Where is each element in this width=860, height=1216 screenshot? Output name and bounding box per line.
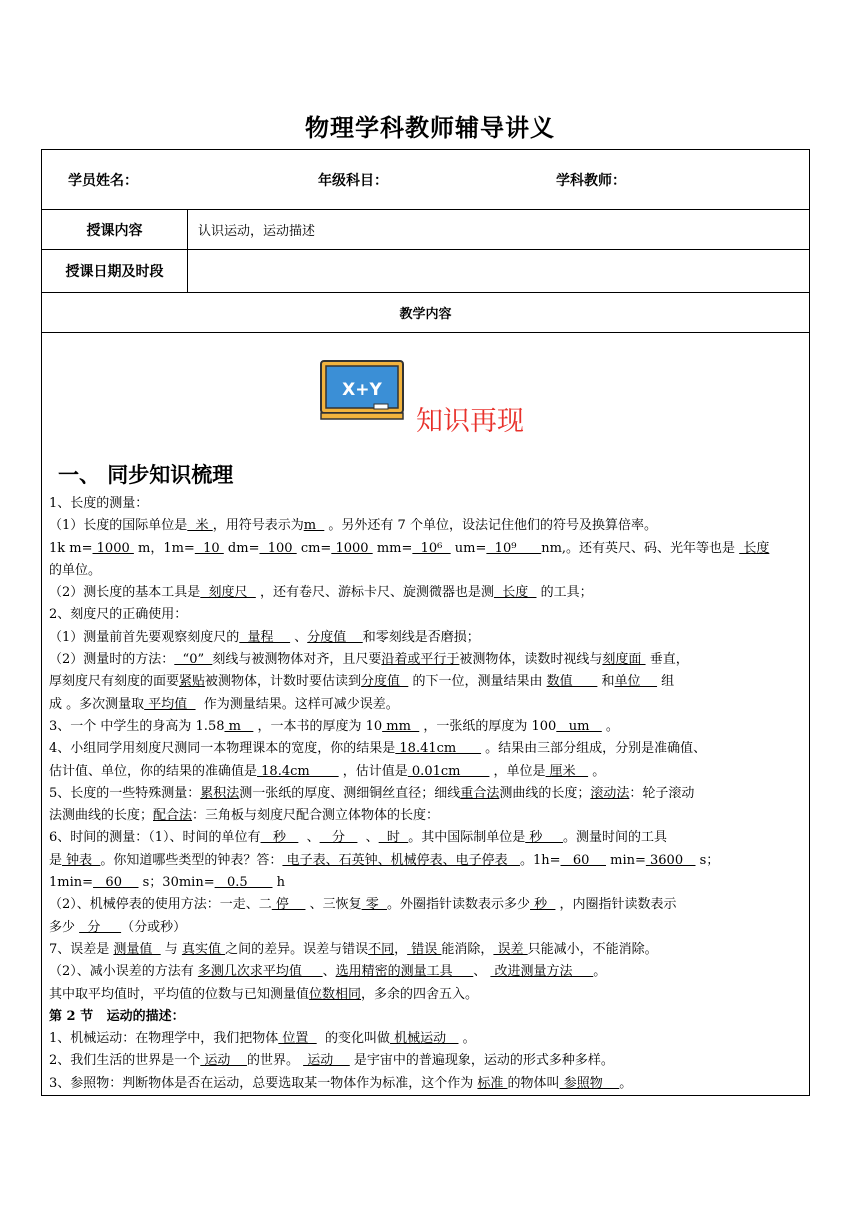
answer-blank: 停 (271, 897, 306, 913)
text-segment: 多少 (49, 919, 80, 935)
answer-blank: 分度值 (307, 629, 363, 645)
text-segment: ，单位是 (489, 763, 546, 779)
text-segment: mm= (372, 540, 413, 556)
text-segment: 3、一个 中学生的身高为 1.58 (49, 718, 225, 734)
answer-blank: 位置 (278, 1031, 317, 1047)
text-segment: ，估计值是 (338, 763, 408, 779)
text-segment: 、 (322, 964, 336, 980)
text-segment: 1k m= (49, 540, 93, 556)
text-segment: ，一张纸的厚度为 100 (419, 718, 557, 734)
student-info-row (42, 150, 810, 210)
knowledge-logo (42, 333, 809, 453)
answer-blank: 钟表 (62, 852, 101, 868)
text-line (49, 761, 803, 783)
text-line (49, 515, 803, 537)
answer-blank: 标准 (477, 1075, 508, 1091)
answer-blank: “0” (174, 652, 213, 668)
text-segment: 作为测量结果。这样可减少误差。 (195, 696, 399, 712)
text-segment: 、 (357, 830, 379, 846)
text-segment: 2、我们生活的世界是一个 (49, 1053, 201, 1069)
text-line (49, 560, 803, 582)
answer-blank: 长度 (493, 585, 537, 601)
text-segment: 的下一位，测量结果由 (408, 674, 547, 690)
text-line (49, 939, 803, 961)
text-segment: 和零刻线是否磨损； (362, 629, 480, 645)
text-segment: nm,。还有英尺、码、光年等也是 (541, 540, 740, 556)
text-line (49, 1073, 803, 1095)
text-segment: 刻线与被测物体对齐，且尺要 (212, 652, 382, 668)
text-segment: 厚刻度尺有刻度的面要 (49, 674, 180, 690)
text-segment: （2）测量时的方法： (49, 652, 175, 668)
answer-blank: 10⁶ (412, 540, 451, 556)
text-line (49, 716, 803, 738)
text-line (49, 538, 803, 560)
text-line (49, 671, 803, 693)
text-line (49, 649, 803, 671)
text-segment: 的工具； (536, 585, 593, 601)
text-line (49, 627, 803, 649)
text-segment: 6、时间的测量：（1）、时间的单位有 (49, 830, 261, 846)
text-segment: 。测量时间的工具 (563, 830, 668, 846)
text-line (49, 1050, 803, 1072)
text-segment: h (272, 875, 285, 891)
text-segment: 的变化叫做 (316, 1031, 390, 1047)
text-segment: s；30min= (138, 875, 215, 891)
text-line (49, 604, 803, 626)
text-segment: 和 (597, 674, 615, 690)
text-segment: 。 (588, 763, 606, 779)
grade-subject-label: 年级科目： (318, 172, 388, 189)
text-line (49, 872, 803, 894)
answer-blank: 10⁹ (486, 540, 542, 556)
answer-blank: 零 (361, 897, 387, 913)
text-segment: 成 。多次测量取 (49, 696, 145, 712)
text-segment: 1、长度的测量： (49, 496, 149, 511)
text-line (49, 493, 803, 515)
text-segment: 。 (458, 1031, 476, 1047)
text-segment: 1min= (49, 875, 94, 891)
text-line (49, 805, 803, 827)
text-segment: 3、参照物：判断物体是否在运动，总要选取某一物体作为标准，这个作为 (49, 1075, 478, 1091)
answer-blank: 运动 (303, 1053, 350, 1069)
text-segment: 法测曲线的长度； (49, 808, 154, 824)
text-segment: 测曲线的长度； (499, 785, 591, 801)
answer-blank: 数值 (546, 674, 598, 690)
answer-blank: 位数相同 (309, 986, 362, 1002)
answer-blank: 多测几次求平均值 (197, 964, 323, 980)
text-line (49, 984, 803, 1006)
text-line (49, 917, 803, 939)
answer-blank: 量程 (239, 629, 291, 645)
logo-caption: 知识再现 (416, 406, 524, 437)
answer-blank: 改进测量方法 (490, 964, 594, 980)
text-segment: ，内圈指针读数表示 (555, 897, 677, 913)
text-segment: ，一本书的厚度为 10 (253, 718, 383, 734)
page-title: 物理学科教师辅导讲义 (305, 113, 555, 142)
answer-blank: 时 (378, 830, 409, 846)
text-segment: （分或秒） (121, 919, 187, 935)
text-segment: 。 (593, 964, 607, 980)
answer-blank: 18.41cm (395, 741, 482, 757)
text-segment: 、 (473, 964, 491, 980)
text-segment: 。1h= (519, 852, 561, 868)
answer-blank: 刻度尺 (200, 585, 256, 601)
text-segment: 。结果由三部分组成，分别是准确值、 (481, 741, 707, 757)
answer-blank: 单位 (614, 674, 658, 690)
text-segment: 。 (601, 718, 619, 734)
lesson-date-value (188, 250, 810, 293)
text-segment: cm= (296, 540, 332, 556)
answer-blank: mm (382, 718, 420, 734)
text-line (49, 694, 803, 716)
text-segment: 、 (298, 830, 320, 846)
text-segment: 的物体叫 (507, 1075, 560, 1091)
text-segment: ，用符号表示为 (212, 518, 304, 534)
answer-blank: 不同 (368, 941, 395, 957)
answer-blank: 滚动法 (590, 785, 630, 801)
answer-blank: 秒 (525, 830, 564, 846)
lesson-date-label: 授课日期及时段 (42, 250, 188, 293)
answer-blank: 真实值 (181, 941, 226, 957)
teaching-content-header: 教学内容 (42, 293, 810, 333)
text-line (49, 894, 803, 916)
text-segment: um= (450, 540, 487, 556)
text-segment: 。你知道哪些类型的钟表？答： (100, 852, 283, 868)
answer-blank: um (556, 718, 602, 734)
text-segment: 5、长度的一些特殊测量： (49, 785, 201, 801)
text-segment: 测一张纸的厚度、测细铜丝直径；细线 (239, 785, 461, 801)
answer-blank: 累积法 (200, 785, 240, 801)
blackboard-icon (320, 360, 404, 420)
text-segment: 。另外还有 7 个单位，设法记住他们的符号及换算倍率。 (324, 518, 657, 534)
text-segment: 能消除， (441, 941, 494, 957)
answer-blank: 错误 (407, 941, 442, 957)
answer-blank: 0.01cm (407, 763, 490, 779)
board-text: X+Y (342, 380, 382, 400)
text-segment: 的世界。 (246, 1053, 304, 1069)
text-segment: m，1m= (133, 540, 195, 556)
text-segment: （1）测量前首先要观察刻度尺的 (49, 629, 240, 645)
text-segment: 第 2 节 运动的描述： (49, 1008, 185, 1024)
text-segment: min= (605, 852, 646, 868)
text-line (49, 827, 803, 849)
text-segment: 2、刻度尺的正确使用： (49, 607, 188, 623)
text-line (49, 738, 803, 760)
answer-blank: 10 (194, 540, 224, 556)
text-line (49, 850, 803, 872)
answer-blank: 长度 (739, 540, 770, 556)
answer-blank: 60 (560, 852, 606, 868)
answer-blank: 分 (319, 830, 358, 846)
teaching-content-cell (42, 333, 810, 1096)
text-segment: 、三恢复 (305, 897, 362, 913)
course-content-label: 授课内容 (42, 210, 188, 250)
answer-blank: 18.4cm (257, 763, 339, 779)
text-segment: ：三角板与刻度尺配合测立体物体的长度： (192, 808, 440, 824)
text-segment: 垂直， (645, 652, 689, 668)
answer-blank: 100 (259, 540, 297, 556)
answer-blank: 紧贴 (179, 674, 206, 690)
text-segment: ，多余的四舍五入。 (361, 986, 479, 1002)
text-segment: 估计值、单位，你的结果的准确值是 (49, 763, 258, 779)
answer-blank: 厘米 (545, 763, 589, 779)
text-segment: ：轮子滚动 (629, 785, 695, 801)
text-segment: 是 (49, 852, 63, 868)
answer-blank: 1000 (331, 540, 373, 556)
answer-blank: 分度值 (361, 674, 409, 690)
text-line (49, 1028, 803, 1050)
answer-blank: 1000 (92, 540, 134, 556)
teacher-label: 学科教师： (556, 172, 626, 189)
answer-blank: 米 (187, 518, 213, 534)
text-segment: ， (394, 941, 408, 957)
answer-blank: 刻度面 (602, 652, 646, 668)
answer-blank: 参照物 (559, 1075, 620, 1091)
answer-blank: 平均值 (144, 696, 196, 712)
answer-blank: 选用精密的测量工具 (335, 964, 474, 980)
text-segment: s； (695, 852, 720, 868)
text-segment: （2）、机械停表的使用方法：一走、二 (49, 897, 272, 913)
text-segment: 。外圈指针读数表示多少 (387, 897, 531, 913)
text-segment: 4、小组同学用刻度尺测同一本物理课本的宽度，你的结果是 (49, 741, 396, 757)
text-segment: 。 (619, 1075, 633, 1091)
text-segment: 。其中国际制单位是 (408, 830, 526, 846)
answer-blank: 重合法 (460, 785, 500, 801)
text-segment: 是宇宙中的普遍现象，运动的形式多种多样。 (349, 1053, 614, 1069)
text-line (49, 961, 803, 983)
section-heading: 一、 同步知识梳理 (58, 463, 234, 487)
answer-blank: 分 (79, 919, 122, 935)
course-content-value: 认识运动，运动描述 (188, 210, 810, 250)
lesson-table (41, 149, 810, 1096)
text-segment: 只能减小，不能消除。 (527, 941, 658, 957)
text-line (49, 783, 803, 805)
answer-blank: 配合法 (153, 808, 193, 824)
text-segment: dm= (223, 540, 260, 556)
text-segment: ，还有卷尺、游标卡尺、旋测微器也是测 (255, 585, 494, 601)
text-segment: 7、误差是 (49, 941, 114, 957)
answer-blank: 秒 (530, 897, 556, 913)
knowledge-body (42, 489, 809, 1095)
answer-blank: 机械运动 (389, 1031, 459, 1047)
text-segment: 其中取平均值时，平均值的位数与已知测量值 (49, 986, 310, 1002)
text-segment: 被测物体，计数时要估读到 (205, 674, 362, 690)
text-segment: 组 (657, 674, 675, 690)
student-name-label: 学员姓名： (68, 172, 138, 189)
text-segment: （2）、减小误差的方法有 (49, 964, 198, 980)
text-segment: 、 (290, 629, 308, 645)
text-segment: （1）长度的国际单位是 (49, 518, 188, 534)
text-line (49, 1006, 803, 1028)
answer-blank: 沿着或平行于 (381, 652, 460, 668)
text-segment: 被测物体，读数时视线与 (459, 652, 603, 668)
answer-blank: 0.5 (214, 875, 273, 891)
answer-blank: 60 (93, 875, 139, 891)
answer-blank: 秒 (260, 830, 299, 846)
answer-blank: m (224, 718, 254, 734)
answer-blank: m (303, 518, 325, 534)
answer-blank: 3600 (645, 852, 696, 868)
text-line (49, 582, 803, 604)
answer-blank: 误差 (493, 941, 528, 957)
text-segment: （2）测长度的基本工具是 (49, 585, 201, 601)
text-segment: 1、机械运动：在物理学中，我们把物体 (49, 1031, 279, 1047)
answer-blank: 测量值 (113, 941, 161, 957)
text-segment: 与 (160, 941, 182, 957)
answer-blank: 运动 (200, 1053, 247, 1069)
answer-blank: 电子表、石英钟、机械停表、电子停表 (282, 852, 520, 868)
text-segment: 的单位。 (49, 562, 102, 578)
text-segment: 之间的差异。误差与错误 (225, 941, 369, 957)
